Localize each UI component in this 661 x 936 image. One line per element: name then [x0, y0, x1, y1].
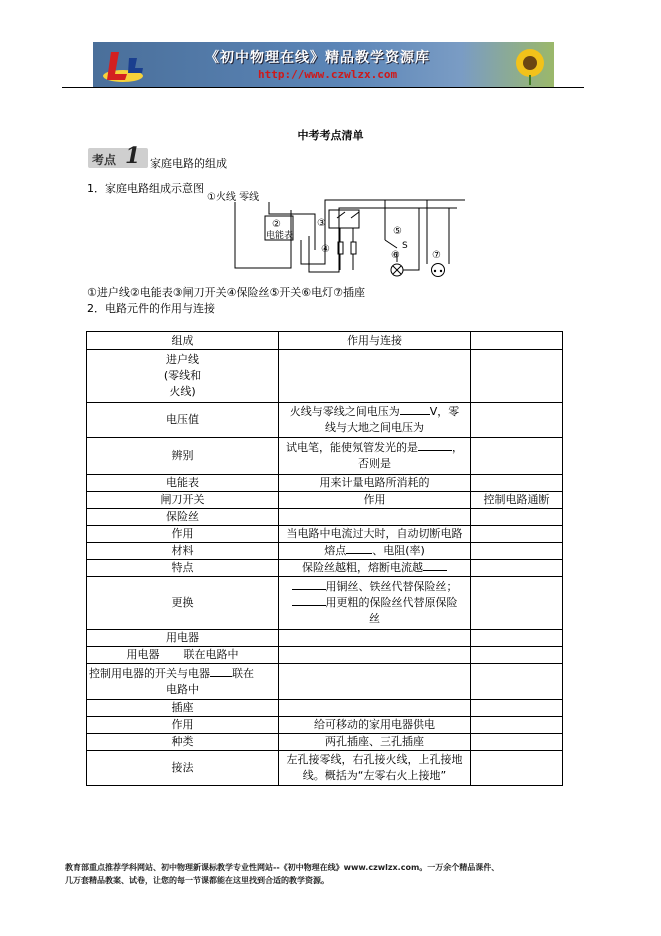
table-row — [87, 509, 563, 526]
table-cell — [471, 475, 563, 492]
table-row — [87, 717, 563, 734]
table-row — [87, 560, 563, 577]
fill-blank[interactable] — [423, 560, 447, 571]
kaodian-badge-number: 1 — [125, 143, 141, 169]
table-cell: 两孔插座、三孔插座 — [279, 734, 471, 751]
diagram-lamp-number: ⑥ — [391, 250, 400, 261]
cell-text: 熔点 — [324, 544, 347, 557]
cell-text: 保险丝越粗，熔断电流越 — [302, 561, 423, 574]
table-row — [87, 492, 563, 509]
table-cell: 用电器 — [87, 630, 279, 647]
table-cell — [471, 350, 563, 403]
table-header-role: 作用与连接 — [279, 332, 471, 350]
table-cell — [471, 734, 563, 751]
cell-text: 控制用电器的开关与电器 — [89, 666, 210, 680]
table-cell — [87, 664, 279, 700]
table-cell — [279, 630, 471, 647]
table-cell — [471, 543, 563, 560]
kaodian-badge-text: 考点 — [92, 153, 117, 167]
table-cell: 闸刀开关 — [87, 492, 279, 509]
table-row — [87, 438, 563, 475]
table-cell — [471, 509, 563, 526]
table-row — [87, 475, 563, 492]
cell-text: V，零 — [429, 405, 460, 418]
sunflower-icon — [510, 45, 550, 85]
banner-title: 《初中物理在线》精品教学资源库 — [205, 50, 430, 66]
header-banner — [93, 42, 554, 87]
footer-line-2: 几万套精品教案、试卷，让您的每一节课都能在这里找到合适的教学资源。 — [65, 876, 329, 885]
kaodian-label: 家庭电路的组成 — [150, 157, 227, 170]
table-cell: 更换 — [87, 577, 279, 630]
fill-blank[interactable] — [292, 595, 326, 606]
header-rule — [62, 87, 584, 88]
table-row — [87, 751, 563, 786]
diagram-meter-label: 电能表 — [266, 231, 294, 241]
table-cell — [87, 647, 279, 664]
table-cell — [279, 350, 471, 403]
household-circuit-diagram — [205, 190, 465, 282]
fill-blank[interactable] — [418, 440, 452, 451]
table-cell: 作用 — [87, 717, 279, 734]
table-cell: 电压值 — [87, 403, 279, 438]
table-cell — [471, 717, 563, 734]
table-cell: 给可移动的家用电器供电 — [279, 717, 471, 734]
table-cell — [279, 543, 471, 560]
cell-text: 、电阻(率) — [372, 544, 425, 557]
table-cell: 当电路中电流过大时，自动切断电路 — [279, 526, 471, 543]
table-cell: 保险丝 — [87, 509, 279, 526]
table-row — [87, 647, 563, 664]
cell-line — [281, 440, 468, 456]
kaodian-badge — [88, 143, 148, 169]
cell-line — [89, 666, 276, 682]
cell-line: 否则是 — [358, 457, 391, 470]
table-cell: 控制电路通断 — [471, 492, 563, 509]
banner-url[interactable]: http://www.czwlzx.com — [258, 68, 398, 81]
table-cell — [471, 403, 563, 438]
diagram-line-label: ①火线 零线 — [207, 192, 260, 203]
table-row — [87, 734, 563, 751]
table-cell: 特点 — [87, 560, 279, 577]
table-cell — [471, 647, 563, 664]
table-cell — [279, 647, 471, 664]
table-row — [87, 332, 563, 350]
cell-text: 联在 — [232, 666, 254, 680]
cell-text: 联在电路中 — [183, 648, 239, 661]
cell-line: 线。概括为“左零右火上接地” — [302, 769, 447, 782]
page-title: 中考考点清单 — [297, 129, 364, 142]
cell-text: 用电器 — [126, 648, 160, 661]
cell-text: 线与大地之间电压为 — [325, 421, 424, 434]
table-cell — [279, 560, 471, 577]
table-row — [87, 403, 563, 438]
table-cell — [471, 700, 563, 717]
diagram-fuse-number: ④ — [321, 244, 330, 255]
cell-line: 火线) — [169, 385, 196, 398]
table-cell — [279, 664, 471, 700]
cell-line: (零线和 — [163, 369, 202, 382]
table-cell — [279, 577, 471, 630]
table-row — [87, 664, 563, 700]
diagram-lamp-switch-number: ⑤ — [393, 226, 402, 237]
table-row — [87, 700, 563, 717]
diagram-socket-number: ⑦ — [432, 250, 441, 261]
fill-blank[interactable] — [400, 404, 430, 415]
components-table — [86, 331, 563, 786]
table-cell: 电能表 — [87, 475, 279, 492]
table-cell — [471, 438, 563, 475]
cell-line — [281, 420, 468, 436]
cell-text: ， — [452, 441, 463, 454]
table-row — [87, 630, 563, 647]
fill-blank[interactable] — [160, 648, 184, 658]
table-cell: 插座 — [87, 700, 279, 717]
cell-line: 进户线 — [166, 353, 199, 366]
table-cell — [279, 751, 471, 786]
table-cell: 接法 — [87, 751, 279, 786]
table-row — [87, 543, 563, 560]
table-cell: 用来计量电路所消耗的 — [279, 475, 471, 492]
cell-text: 试电笔，能使氖管发光的是 — [286, 441, 418, 454]
table-cell — [471, 577, 563, 630]
table-header-component: 组成 — [87, 332, 279, 350]
cell-line: 丝 — [369, 612, 380, 625]
table-row — [87, 577, 563, 630]
cell-line — [281, 404, 468, 420]
cell-text: 用铜丝、铁丝代替保险丝； — [325, 580, 458, 593]
page-footer — [65, 861, 605, 887]
table-cell — [279, 509, 471, 526]
cell-text: 火线与零线之间电压为 — [289, 405, 400, 418]
section-1-heading: 1．家庭电路组成示意图 — [87, 182, 204, 195]
table-cell — [471, 630, 563, 647]
table-cell — [471, 526, 563, 543]
cell-text: 用更粗的保险丝代替原保险 — [325, 596, 458, 609]
fill-blank[interactable] — [292, 579, 326, 590]
cell-line: 左孔接零线，右孔接火线，上孔接地 — [286, 753, 463, 766]
table-cell: 种类 — [87, 734, 279, 751]
cell-line — [281, 579, 468, 595]
table-cell — [279, 438, 471, 475]
table-cell — [87, 350, 279, 403]
cell-line — [281, 595, 468, 611]
table-cell: 辨别 — [87, 438, 279, 475]
table-cell — [279, 700, 471, 717]
diagram-switch-number: ③ — [317, 218, 326, 229]
diagram-legend: ①进户线②电能表③闸刀开关④保险丝⑤开关⑥电灯⑦插座 — [87, 286, 366, 299]
cell-line: 电路中 — [166, 682, 199, 696]
site-logo-icon — [101, 46, 149, 84]
table-cell: 作用 — [279, 492, 471, 509]
table-cell — [279, 403, 471, 438]
footer-line-1: 教育部重点推荐学科网站、初中物理新课标教学专业性网站--《初中物理在线》www.czwlzx.com。一万余个精品课件、 — [65, 863, 500, 872]
table-row — [87, 350, 563, 403]
section-2-heading: 2．电路元件的作用与连接 — [87, 302, 215, 315]
fill-blank[interactable] — [210, 666, 232, 677]
table-cell — [471, 664, 563, 700]
table-cell — [471, 332, 563, 350]
table-cell: 作用 — [87, 526, 279, 543]
table-cell: 材料 — [87, 543, 279, 560]
diagram-switch-s: S — [402, 241, 408, 251]
table-cell — [471, 751, 563, 786]
table-row — [87, 526, 563, 543]
diagram-meter-number: ② — [272, 219, 281, 230]
table-cell — [471, 560, 563, 577]
fill-blank[interactable] — [346, 543, 372, 554]
